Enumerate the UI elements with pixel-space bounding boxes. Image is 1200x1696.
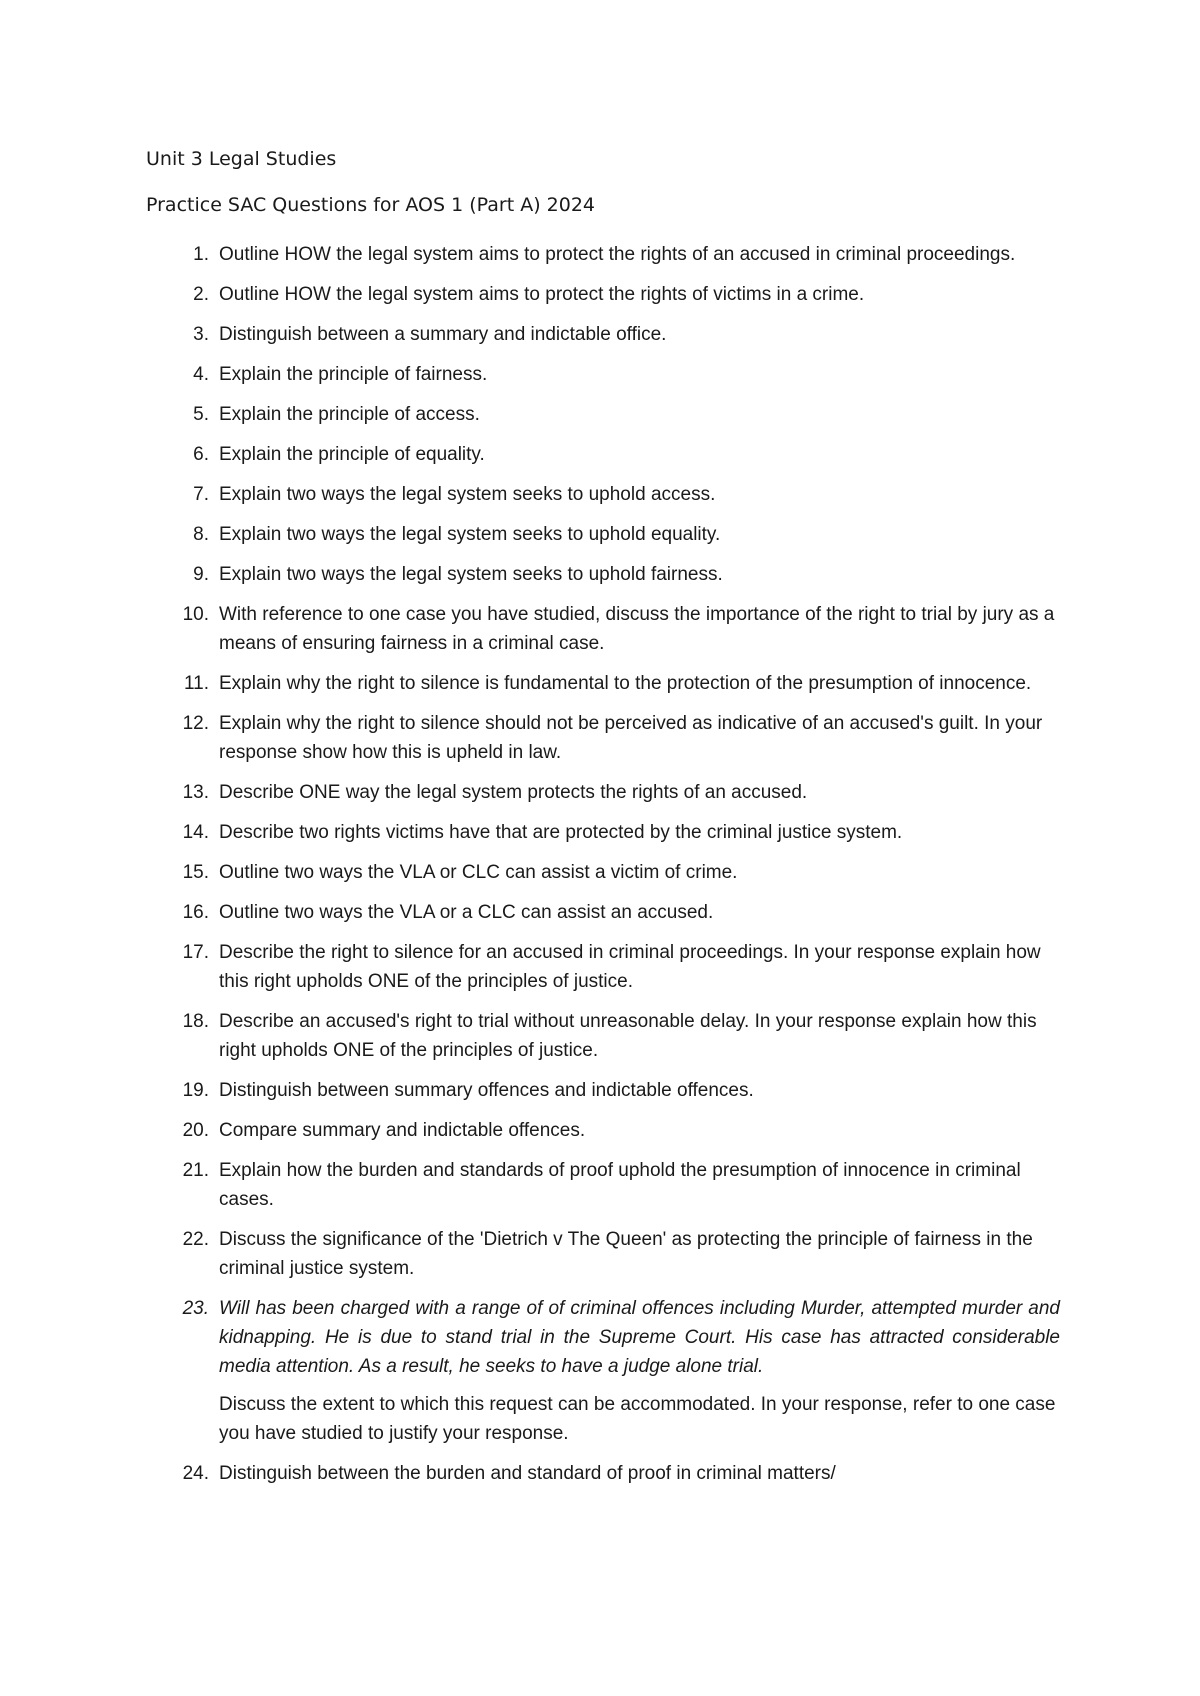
question-text: Explain the principle of access. [219, 404, 480, 425]
question-text: Distinguish between the burden and standard of proof in criminal matters/ [219, 1463, 836, 1484]
question-text: Explain the principle of fairness. [219, 364, 488, 385]
question-item [0, 898, 1200, 927]
question-item [0, 440, 1200, 469]
question-number: 5. [193, 404, 209, 425]
question-number: 23. [182, 1298, 209, 1319]
question-item [0, 1076, 1200, 1105]
question-text: Explain why the right to silence should not be perceived as indicative of an accused's guilt. In your response show how this is upheld in law. [219, 713, 1043, 763]
question-number: 19. [182, 1080, 209, 1101]
question-item [0, 320, 1200, 349]
question-item [0, 280, 1200, 309]
question-follow-up-text: Discuss the extent to which this request can be accommodated. In your response, refer to one case you have studied to justify your response. [219, 1394, 1056, 1444]
question-number: 7. [193, 484, 209, 505]
question-item [0, 240, 1200, 269]
question-item [0, 709, 1200, 767]
question-number: 24. [182, 1463, 209, 1484]
question-number: 21. [182, 1160, 209, 1181]
question-item [0, 560, 1200, 589]
question-number: 6. [193, 444, 209, 465]
question-text: Explain two ways the legal system seeks to uphold access. [219, 484, 716, 505]
question-text: With reference to one case you have studied, discuss the importance of the right to trial by jury as a means of ensuring fairness in a criminal case. [219, 604, 1055, 654]
question-text: Describe two rights victims have that are protected by the criminal justice system. [219, 822, 903, 843]
question-number: 10. [182, 604, 209, 625]
question-number: 8. [193, 524, 209, 545]
question-number: 3. [193, 324, 209, 345]
question-number: 1. [193, 244, 209, 265]
question-number: 4. [193, 364, 209, 385]
question-item [0, 600, 1200, 658]
question-number: 9. [193, 564, 209, 585]
question-text: Outline HOW the legal system aims to protect the rights of an accused in criminal proceedings. [219, 244, 1016, 265]
question-item [0, 1156, 1200, 1214]
question-text: Distinguish between summary offences and indictable offences. [219, 1080, 754, 1101]
question-item [0, 1225, 1200, 1283]
question-item [0, 778, 1200, 807]
question-item [0, 1459, 1200, 1488]
question-list [0, 240, 1200, 1499]
question-text: Describe ONE way the legal system protects the rights of an accused. [219, 782, 808, 803]
question-item [0, 1294, 1200, 1448]
question-number: 16. [182, 902, 209, 923]
question-text: Distinguish between a summary and indictable office. [219, 324, 667, 345]
question-text: Explain the principle of equality. [219, 444, 485, 465]
question-item [0, 400, 1200, 429]
question-scenario-text: Will has been charged with a range of of criminal offences including Murder, attempted murder and kidnapping. He is due to stand trial in the Supreme Court. His case has attracted considerable media attention. As a result, he seeks to have a judge alone trial. [219, 1298, 1060, 1377]
question-text: Discuss the significance of the 'Dietrich v The Queen' as protecting the principle of fairness in the criminal justice system. [219, 1229, 1033, 1279]
document-subtitle: Practice SAC Questions for AOS 1 (Part A) 2024 [146, 194, 596, 216]
question-text: Explain how the burden and standards of proof uphold the presumption of innocence in criminal cases. [219, 1160, 1021, 1210]
question-text: Explain why the right to silence is fundamental to the protection of the presumption of innocence. [219, 673, 1032, 694]
question-number: 2. [193, 284, 209, 305]
document-title: Unit 3 Legal Studies [146, 148, 337, 170]
question-item [0, 520, 1200, 549]
question-item [0, 360, 1200, 389]
question-item [0, 1116, 1200, 1145]
question-text: Outline two ways the VLA or CLC can assist a victim of crime. [219, 862, 738, 883]
question-number: 20. [182, 1120, 209, 1141]
question-text: Explain two ways the legal system seeks to uphold equality. [219, 524, 721, 545]
question-item [0, 818, 1200, 847]
question-item [0, 1007, 1200, 1065]
question-item [0, 938, 1200, 996]
question-text: Explain two ways the legal system seeks to uphold fairness. [219, 564, 723, 585]
question-text: Describe the right to silence for an accused in criminal proceedings. In your response explain how this right upholds ONE of the principles of justice. [219, 942, 1041, 992]
question-item [0, 669, 1200, 698]
question-number: 11. [183, 673, 209, 694]
question-number: 22. [182, 1229, 209, 1250]
question-text: Compare summary and indictable offences. [219, 1120, 586, 1141]
question-item [0, 480, 1200, 509]
question-number: 14. [182, 822, 209, 843]
question-number: 12. [182, 713, 209, 734]
question-number: 18. [182, 1011, 209, 1032]
question-number: 15. [182, 862, 209, 883]
question-text: Outline HOW the legal system aims to protect the rights of victims in a crime. [219, 284, 865, 305]
question-text: Describe an accused's right to trial without unreasonable delay. In your response explain how this right upholds ONE of the principles of justice. [219, 1011, 1037, 1061]
question-item [0, 858, 1200, 887]
question-number: 13. [182, 782, 209, 803]
question-number: 17. [182, 942, 209, 963]
question-text: Outline two ways the VLA or a CLC can assist an accused. [219, 902, 714, 923]
